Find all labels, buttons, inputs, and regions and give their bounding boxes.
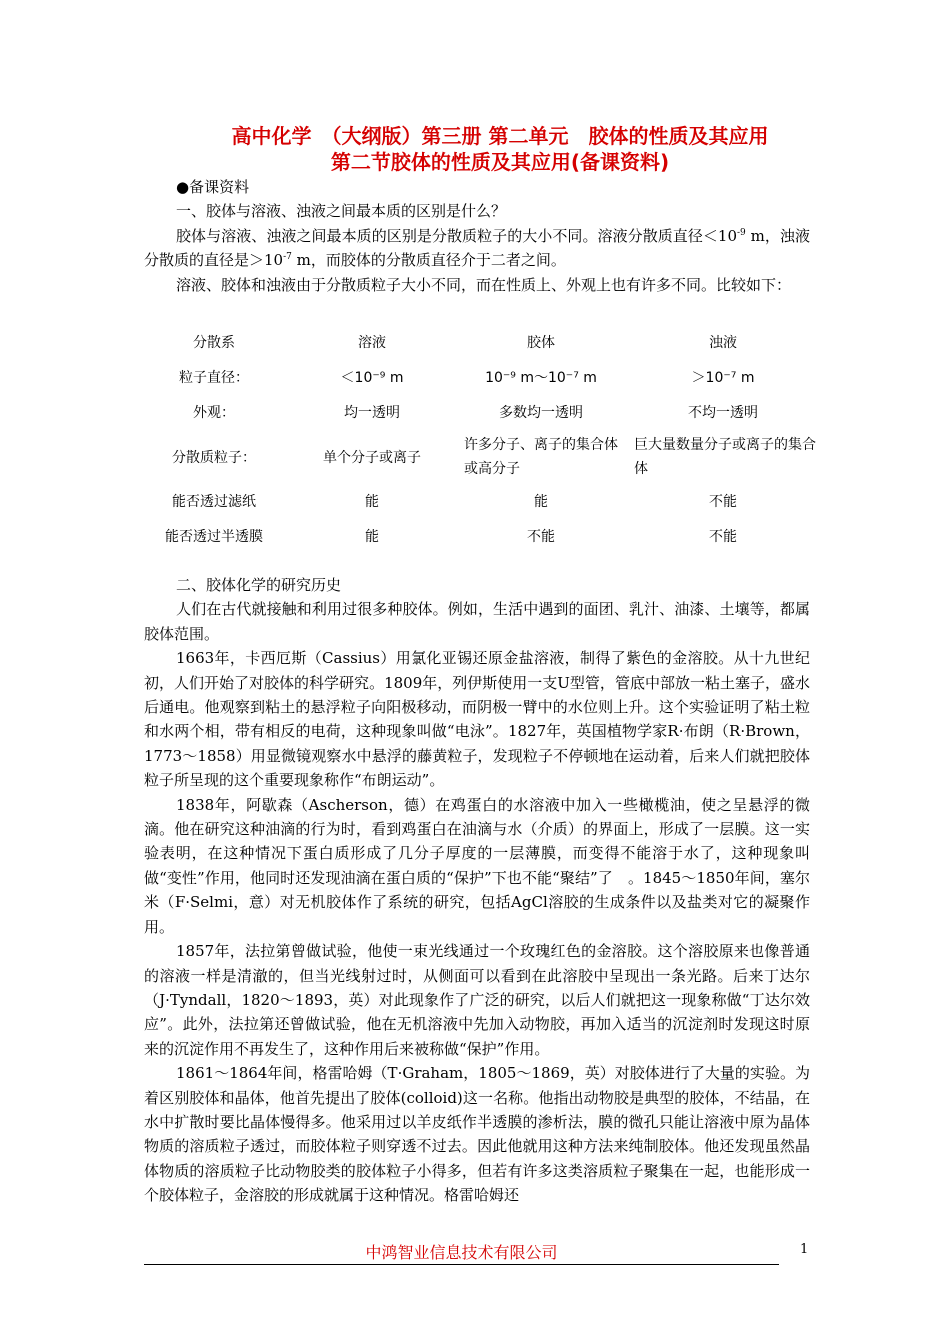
table-row [140, 517, 820, 555]
page-number: 1 [800, 1242, 809, 1257]
table-header-cell: 分散系 [193, 335, 235, 351]
table-cell: 能否透过半透膜 [165, 529, 263, 545]
table-cell: 能 [365, 494, 379, 510]
table-header-cell: 胶体 [527, 335, 555, 351]
table-cell: 巨大量数量分子或离子的集合体 [634, 437, 816, 477]
footer-divider [144, 1264, 779, 1265]
table-cell: ＞10⁻⁷ m [691, 370, 755, 386]
table-row [140, 359, 820, 395]
bullet-heading: ●备课资料 [176, 178, 250, 196]
p1-exponent-2: -7 [283, 252, 292, 263]
history-paragraph: 1663年，卡西厄斯（Cassius）用氯化亚锡还原金盐溶液，制得了紫色的金溶胶。从十九世纪初，人们开始了对胶体的科学研究。1809年，列伊斯使用一支U型管，管底中部放一粘土塞子，盛水后通电。他观察到粘土的悬浮粒子向阳极移动，而阴极一臂中的水位则上升。这个实验证明了粘土粒和水两个相，带有相反的电荷，这种现象叫做“电泳”。1827年，英国植物学家R·布朗（R·Brown，1773～1858）用显微镜观察水中悬浮的藤黄粒子，发现粒子不停顿地在运动着，后来人们就把胶体粒子所呈现的这个重要现象称作“布朗运动”。 [144, 649, 810, 790]
history-paragraph: 1861～1864年间，格雷哈姆（T·Graham，1805～1869，英）对胶体进行了大量的实验。为着区别胶体和晶体，他首先提出了胶体(colloid)这一名称。他指出动物胶是典型的胶体，不结晶，在水中扩散时要比晶体慢得多。他采用过以羊皮纸作半透膜的渗析法，膜的微孔只能让溶液中原为晶体物质的溶质粒子透过，而胶体粒子则穿透不过去。因此他就用这种方法来纯制胶体。他还发现虽然晶体物质的溶质粒子比动物胶类的胶体粒子小得多，但若有许多这类溶质粒子聚集在一起，也能形成一个胶体粒子，金溶胶的形成就属于这种情况。格雷哈姆还 [144, 1064, 810, 1205]
table-row [140, 429, 820, 485]
history-paragraph: 人们在古代就接触和利用过很多种胶体。例如，生活中遇到的面团、乳汁、油漆、土壤等，都属胶体范围。 [144, 600, 810, 643]
paragraph-1 [144, 224, 810, 273]
table-cell: 单个分子或离子 [323, 450, 421, 466]
paragraph-2: 溶液、胶体和浊液由于分散质粒子大小不同，而在性质上、外观上也有许多不同。比较如下： [176, 275, 792, 294]
table-cell: 10⁻⁹ m～10⁻⁷ m [485, 370, 597, 386]
table-header-cell: 溶液 [358, 335, 386, 351]
p1-text-a: 胶体与溶液、浊液之间最本质的区别是分散质粒子的大小不同。溶液分散质直径＜10 [176, 226, 737, 245]
table-cell: 均一透明 [344, 405, 400, 421]
table-header-cell: 浊液 [709, 335, 737, 351]
footer-company: 中鸿智业信息技术有限公司 [365, 1243, 558, 1262]
table-cell: 不均一透明 [688, 405, 758, 421]
table-row [140, 485, 820, 517]
table-cell: 不能 [527, 529, 555, 545]
table-cell: 不能 [709, 494, 737, 510]
history-paragraph: 1857年，法拉第曾做试验，他使一束光线通过一个玫瑰红色的金溶胶。这个溶胶原来也像普通的溶液一样是清澈的，但当光线射过时，从侧面可以看到在此溶胶中呈现出一条光路。后来丁达尔（J·Tyndall，1820～1893，英）对此现象作了广泛的研究，以后人们就把这一现象称做“丁达尔效应”。此外，法拉第还曾做试验，他在无机溶液中先加入动物胶，再加入适当的沉淀剂时发现这时原来的沉淀作用不再发生了，这种作用后来被称做“保护”作用。 [144, 942, 810, 1058]
table-cell: 许多分子、离子的集合体或高分子 [464, 437, 618, 477]
p1-text-b: m，浊液分散质的直径是＞10 [144, 226, 810, 270]
table-cell: 多数均一透明 [499, 405, 583, 421]
table-cell: 粒子直径： [179, 370, 249, 386]
p1-exponent-1: -9 [737, 227, 746, 238]
section2-heading: 二、胶体化学的研究历史 [176, 576, 342, 594]
history-paragraph: 1838年，阿歇森（Ascherson，德）在鸡蛋白的水溶液中加入一些橄榄油，使之呈悬浮的微滴。他在研究这种油滴的行为时，看到鸡蛋白在油滴与水（介质）的界面上，形成了一层膜。这一实验表明，在这种情况下蛋白质形成了几分子厚度的一层薄膜，而变得不能溶于水了，这种现象叫做“变性”作用，他同时还发现油滴在蛋白质的“保护”下也不能“聚结”了 。1845～1850年间，塞尔米（F·Selmi，意）对无机胶体作了系统的研究，包括AgCl溶胶的生成条件以及盐类对它的凝聚作用。 [144, 795, 810, 936]
table-cell: 外观： [193, 405, 235, 421]
table-cell: 能 [534, 494, 548, 510]
intro-block [144, 175, 810, 297]
table-cell: 不能 [709, 529, 737, 545]
title-line-2: 第二节胶体的性质及其应用(备课资料) [330, 150, 670, 174]
table-cell: 能 [365, 529, 379, 545]
section1-heading: 一、胶体与溶液、浊液之间最本质的区别是什么？ [176, 202, 507, 221]
p1-text-c: m，而胶体的分散质直径介于二者之间。 [291, 251, 566, 270]
table-cell: ＜10⁻⁹ m [340, 370, 404, 386]
table-row [140, 395, 820, 429]
table-header-row [140, 325, 820, 359]
table-cell: 能否透过滤纸 [172, 494, 256, 510]
table-cell: 分散质粒子： [172, 450, 256, 466]
title-line-1: 高中化学 （大纲版）第三册 第二单元 胶体的性质及其应用 [231, 124, 769, 148]
comparison-table [140, 325, 820, 555]
history-block [144, 573, 810, 1208]
